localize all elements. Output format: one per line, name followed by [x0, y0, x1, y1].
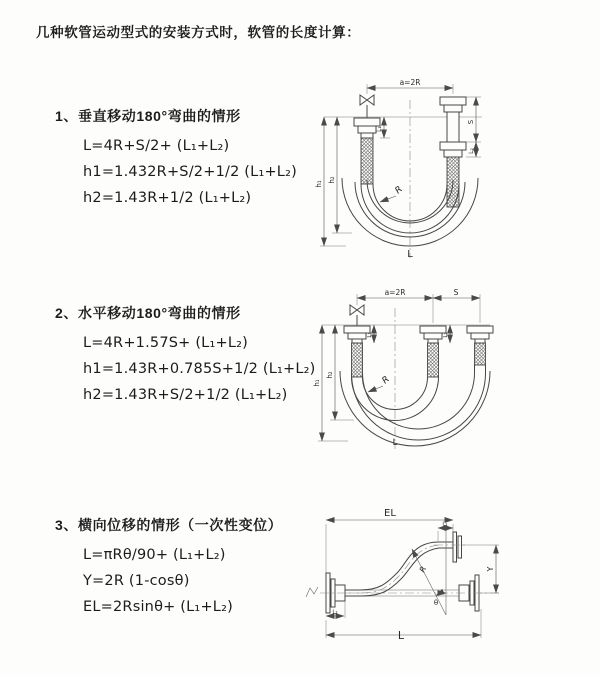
dim-label-l2: L₂ — [468, 148, 475, 154]
braided-hose-left — [361, 138, 373, 184]
valve-icon — [350, 305, 364, 326]
dim-label-a2r: a=2R — [384, 288, 406, 297]
page-title: 几种软管运动型式的安装方式时，软管的长度计算： — [36, 25, 361, 40]
dim-label-h2: h₂ — [326, 371, 334, 379]
dim-label-h1: h₁ — [315, 180, 323, 188]
braided-hose-right — [475, 343, 486, 365]
dim-label-theta: θ — [433, 599, 439, 607]
formula-line: L=4R+S/2+ (L₁+L₂) — [83, 138, 230, 154]
radius-line — [412, 549, 446, 615]
formula-line: L=πRθ/90+ (L₁+L₂) — [83, 547, 226, 563]
length-label: L — [397, 629, 405, 642]
break-symbol — [306, 587, 318, 597]
valve-icon — [360, 95, 374, 118]
upper-flange — [434, 532, 466, 562]
diagram-horizontal-bend — [310, 283, 600, 453]
formula-line: h2=1.43R+1/2 (L₁+L₂) — [83, 190, 252, 206]
section-vertical-bend — [55, 106, 297, 211]
braided-hose-left — [352, 343, 363, 377]
formula-line: h1=1.432R+S/2+1/2 (L₁+L₂) — [83, 164, 297, 180]
length-label: L — [407, 249, 413, 260]
dim-label-y: Y — [486, 566, 495, 572]
length-label: L — [392, 438, 398, 448]
dim-label-l1: L₁ — [442, 521, 448, 528]
dim-label-l2: L₂ — [443, 332, 449, 338]
dim-label-s: S — [453, 288, 459, 297]
dim-label-l2: L₂ — [332, 609, 338, 616]
section-heading: 2、水平移动180°弯曲的情形 — [55, 305, 241, 321]
dim-label-l1: L₁ — [376, 126, 383, 132]
formula-line: Y=2R (1-cosθ) — [83, 573, 190, 589]
radius-label: R — [417, 564, 429, 574]
formula-line: h1=1.43R+0.785S+1/2 (L₁+L₂) — [83, 361, 316, 377]
section-heading: 3、横向位移的情形（一次性变位） — [55, 517, 283, 533]
braided-hose-middle — [428, 343, 439, 377]
section-lateral-shift — [55, 515, 282, 620]
dim-label-h2: h₂ — [328, 176, 336, 184]
u-bend-arcs — [340, 365, 490, 446]
dim-label-s: S — [467, 119, 475, 125]
formula-line: EL=2Rsinθ+ (L₁+L₂) — [83, 599, 233, 615]
diagram-lateral-shift — [298, 497, 598, 647]
formula-line: h2=1.43R+S/2+1/2 (L₁+L₂) — [83, 387, 288, 403]
dim-label-l1: L₁ — [367, 332, 373, 338]
dim-label-el: EL — [384, 508, 396, 519]
moving-end-fitting-pos2 — [467, 326, 493, 343]
section-horizontal-bend — [55, 303, 316, 408]
dim-label-h1: h₁ — [313, 379, 321, 387]
radius-label: R — [380, 374, 392, 387]
diagram-vertical-bend — [310, 72, 600, 262]
moving-end-fitting — [440, 97, 466, 157]
angle-arc — [436, 593, 446, 595]
radius-label: R — [393, 184, 405, 197]
formula-line: L=4R+1.57S+ (L₁+L₂) — [83, 335, 248, 351]
section-heading: 1、垂直移动180°弯曲的情形 — [55, 108, 241, 124]
dim-label-a2r: a=2R — [399, 78, 421, 87]
